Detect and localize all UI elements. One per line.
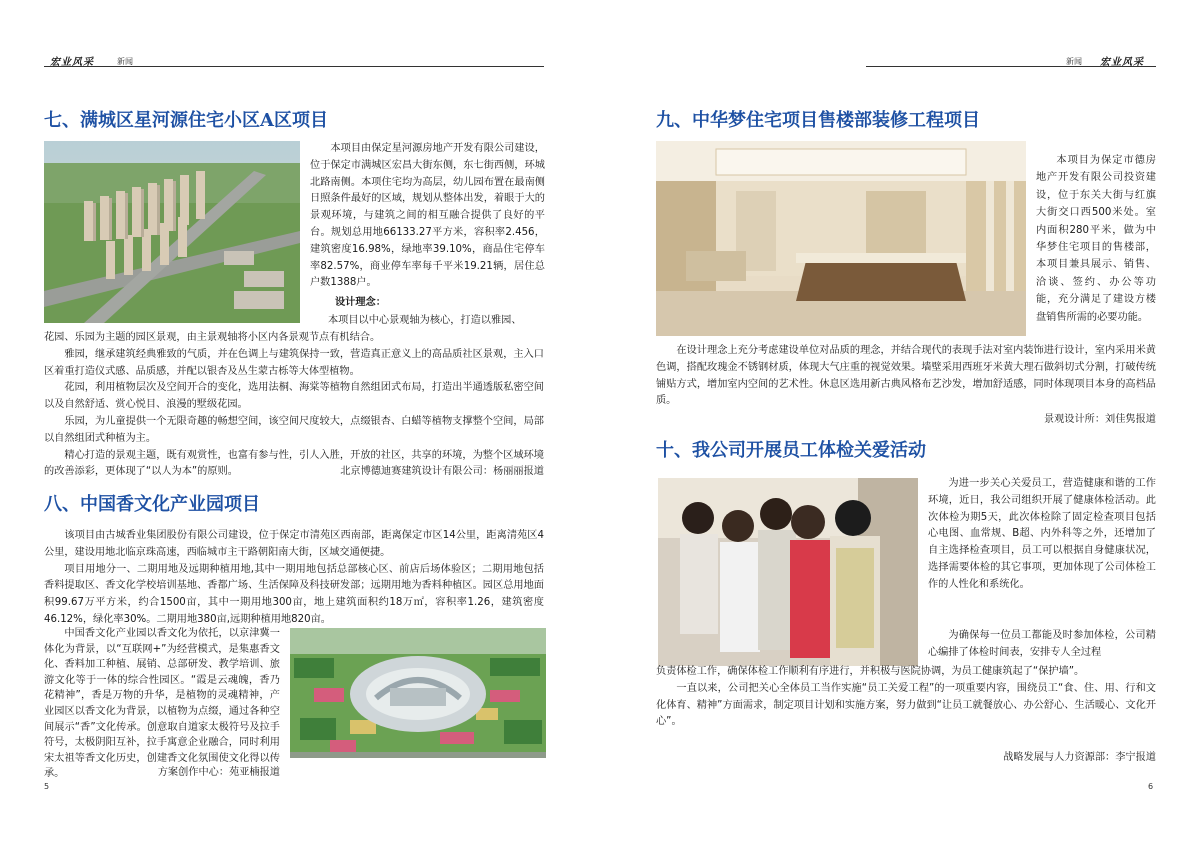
section-10-title: 十、我公司开展员工体检关爱活动 xyxy=(656,440,926,461)
section-8-para3-block xyxy=(44,626,280,782)
section-9-para1-block xyxy=(1036,152,1156,326)
section-9-para2: 在设计理念上充分考虑建设单位对品质的理念，并结合现代的表现手法对室内装饰进行设计，室内采用米黄色调，搭配玫瑰金不锈钢材质，体现大气庄重的视觉效果。墙壁采用西班牙米黄大理石做斜切式分割，打破传统铺贴方式，增加室内空间的艺术性。休息区选用新古典风格布艺沙发，增加舒适感，同时体现项目本身的高档品质。 xyxy=(656,345,1156,407)
sales-office-interior-image xyxy=(656,141,1026,336)
section-7-para3: 花园，利用植物层次及空间开合的变化，选用法桐、海棠等植物自然组团式布局，打造出半通透版私密空间以及自然舒适、赏心悦目、浪漫的墅级花园。 xyxy=(44,382,544,411)
section-7-title: 七、满城区星河源住宅小区A区项目 xyxy=(44,110,328,131)
section-9-para1: 本项目为保定市德房地产开发有限公司投资建设，位于东关大街与红旗大街交口西500米处。室内面积280平米，做为中华梦住宅项目的售楼部，本项目兼具展示、销售、洽谈、签约、办公等功能，充分满足了建设方楼盘销售所需的必要功能。 xyxy=(1036,155,1156,323)
header-section-left: 新闻 xyxy=(117,57,133,66)
section-10-para1: 为进一步关心关爱员工，营造健康和谐的工作环境，近日，我公司组织开展了健康体检活动。此次体检为期5天，此次体检除了固定检查项目包括心电图、血常规、B超、内外科等之外，还增加了自主选择检查项目，员工可以根据自身健康状况，选择需要体检的其它事项，更加体现了公司体检工作的人性化和系统化。 xyxy=(928,478,1156,590)
section-10-para2-start: 为确保每一位员工都能及时参加体检，公司精心编排了体检时间表，安排专人全过程 xyxy=(928,630,1156,658)
page-number-right: 6 xyxy=(1148,782,1154,791)
magazine-logo-left: 宏业风采 xyxy=(50,57,94,68)
section-9-title: 九、中华梦住宅项目售楼部装修工程项目 xyxy=(656,110,980,131)
section-8-body xyxy=(44,528,544,629)
section-10-para1-block xyxy=(928,476,1156,594)
health-checkup-photo xyxy=(658,478,918,666)
section-10-body xyxy=(656,664,1156,731)
section-7-para4: 乐园，为儿童提供一个无限奇趣的畅想空间，该空间尺度较大，点缀银杏、白蜡等植物支撑整个空间，局部以自然组团式种植为主。 xyxy=(44,415,544,444)
section-8-para3: 中国香文化产业园以香文化为依托，以京津冀一体化为背景，以“互联网+”为经营模式，是集惠香文化、香料加工种植、展销、总部研发、教学培训、旅游文化等于一体的综合性园区。“霞是云魂魄，香乃花精神”，香是万物的升华，是植物的灵魂精神，产业园区以香文化为背景，以植物为点缀，通过各种空间展示“香”文化传承。创意取自道家太极符号及拉手符号，太极阴阳互补，拉手寓意企业融合，同时利用宋太祖等香文化历史，创建香文化氛围使文化得以传承。 xyxy=(44,628,280,780)
section-9-credit: 景观设计所：刘佳隽报道 xyxy=(1043,414,1156,425)
section-7-intro: 本项目由保定星河源房地产开发有限公司建设，位于保定市满城区宏昌大街东侧，东七街西侧，环城北路南侧。本项住宅均为高层，幼儿园布置在最南侧日照条件最好的区域，规划从整体出发，着眼于大的景观环境，与建筑之间的相互融合提供了良好的平台。规划总用地66133.27平方米，容积率2.456，建筑密度16.98%，绿地率39.10%，商品住宅停车率82.57%，商业停车率每千平米19.21辆，居住总户数1388户。 xyxy=(310,143,545,289)
header-section-right: 新闻 xyxy=(1066,57,1082,66)
section-10-credit: 战略发展与人力资源部：李宁报道 xyxy=(1003,752,1156,763)
section-7-subhead: 设计理念： xyxy=(335,297,386,308)
culture-park-rendering xyxy=(290,628,546,758)
section-8-title: 八、中国香文化产业园项目 xyxy=(44,494,260,515)
section-7-credit: 北京博德迪赛建筑设计有限公司：杨丽丽报道 xyxy=(340,466,544,477)
section-7-para2: 雅园，继承建筑经典雅致的气质，并在色调上与建筑保持一致，营造真正意义上的高品质社区景观，主入口区着重打造仪式感、品质感，并配以银杏及丛生蒙古栎等大体型植物。 xyxy=(44,348,544,377)
section-9-body xyxy=(656,343,1156,410)
section-7-para1-start: 本项目以中心景观轴为核心，打造以雅园、 xyxy=(328,315,522,326)
section-7-body xyxy=(44,330,544,481)
section-8-credit: 方案创作中心：苑亚楠报道 xyxy=(157,767,280,778)
section-7-para5: 精心打造的景观主题，既有观赏性，也富有参与性，引人入胜，开放的社区，共享的环境，为整个区域环境的改善添彩，更体现了“以人为本”的原则。 xyxy=(44,449,544,478)
magazine-logo-right: 宏业风采 xyxy=(1100,57,1144,68)
section-8-para1: 该项目由古城香业集团股份有限公司建设，位于保定市清苑区西南部，距离保定市区14公里，距离清苑区4公里，建设用地北临京珠高速，西临城市主干路朝阳南大街，区域交通便捷。 xyxy=(44,530,544,558)
section-10-para2-cont: 负责体检工作，确保体检工作顺利有序进行，并积极与医院协调，为员工健康筑起了“保护墙”。 xyxy=(656,666,1085,677)
section-8-para2: 项目用地分一、二期用地及远期种植用地,其中一期用地包括总部核心区、前店后场体验区；二期用地包括香料提取区、香文化学校培训基地、香都广场、生活保障及科技研发部；远期用地为香料种植区。园区总用地面积99.67万平方米，约合1500亩，其中一期用地300亩，地上建筑面积约18万㎡，容积率1.26，建筑密度46.12%，绿化率30%。二期用地380亩,远期种植用地820亩。 xyxy=(44,563,544,625)
residential-aerial-image xyxy=(44,141,300,323)
section-10-para3: 一直以来，公司把关心全体员工当作实施“员工关爱工程”的一项重要内容，围绕员工“食、住、用、行和文化体育、精神”方面需求，制定项目计划和实施方案，努力做到“让员工就餐放心、办公舒心、生活暖心、文化开心”。 xyxy=(656,682,1156,728)
page-number-left: 5 xyxy=(44,782,50,791)
section-7-intro-block xyxy=(310,141,545,292)
section-7-para1-cont: 花园、乐园为主题的园区景观，由主景观轴将小区内各景观节点有机结合。 xyxy=(44,332,381,343)
